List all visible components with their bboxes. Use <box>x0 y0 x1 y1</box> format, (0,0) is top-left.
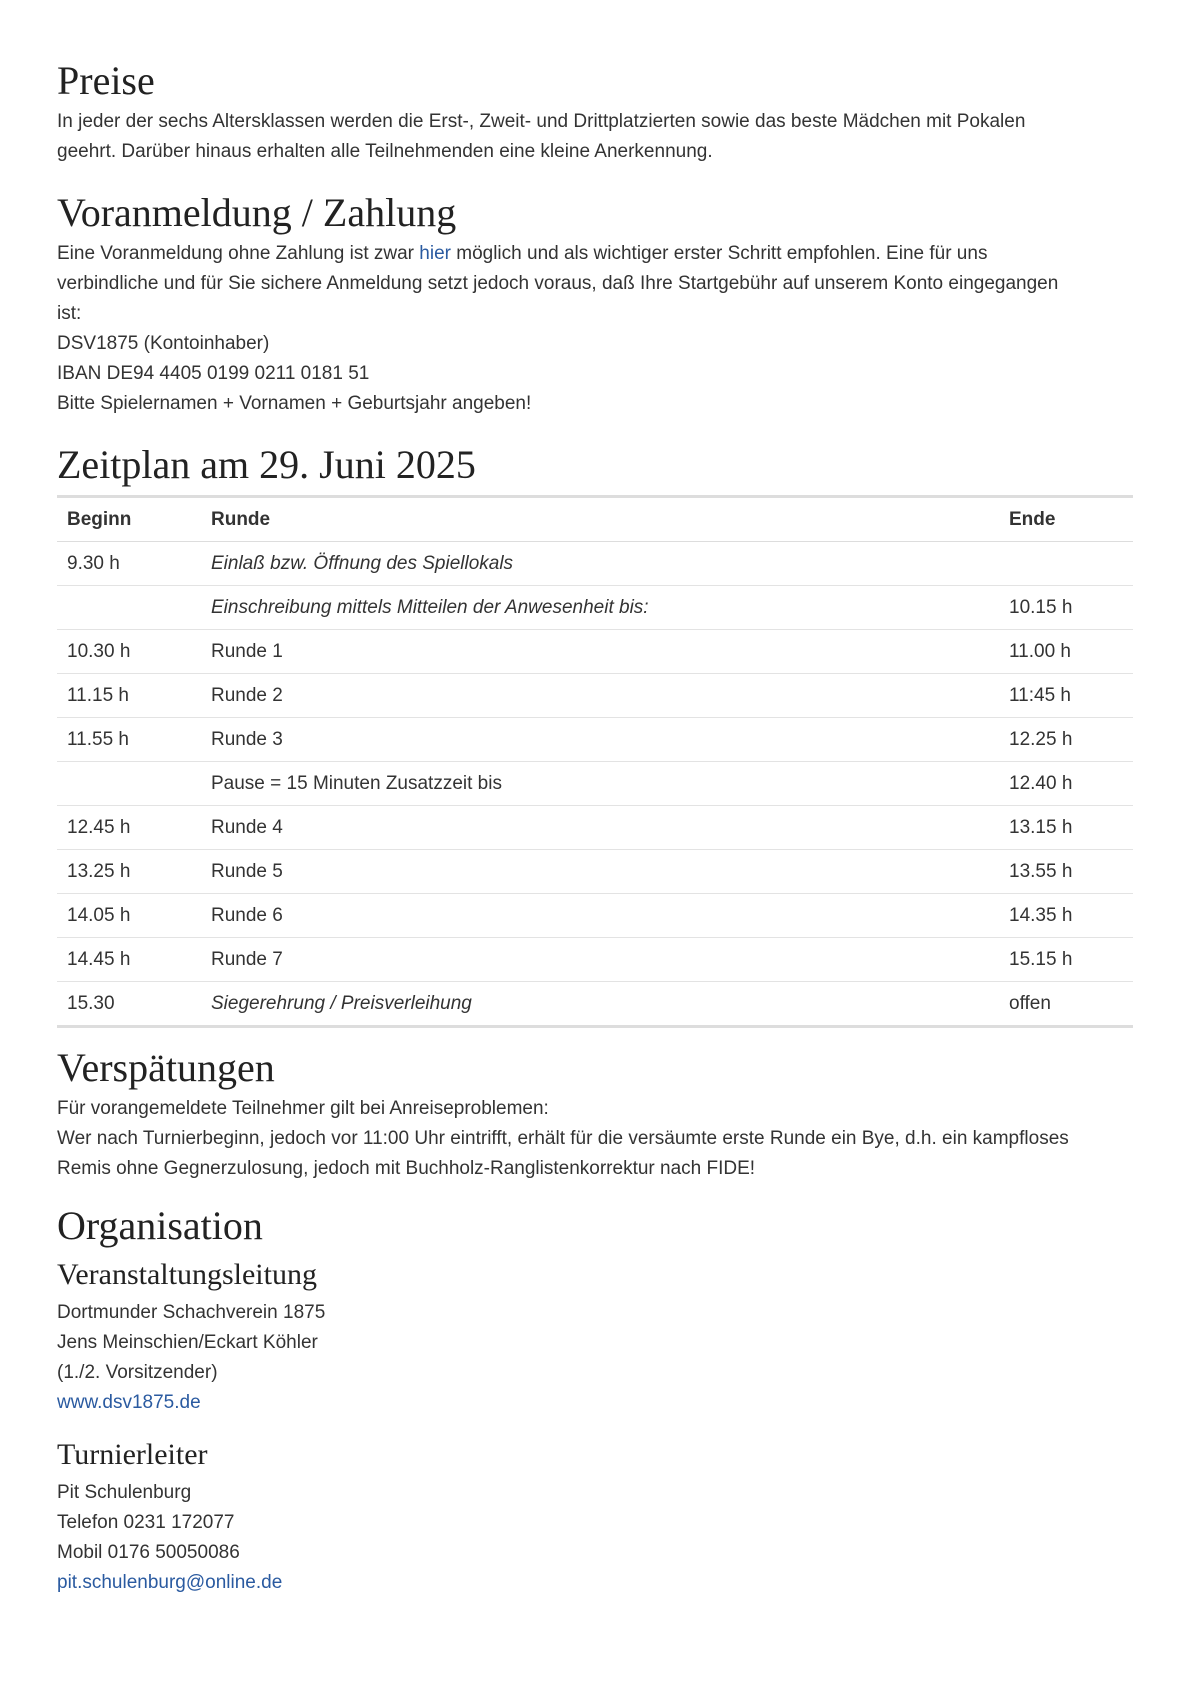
cell-ende: offen <box>999 982 1133 1027</box>
subsection-veranstaltungsleitung <box>57 1256 1133 1418</box>
voranmeldung-hier-link[interactable]: hier <box>419 243 451 264</box>
organizer-role: (1./2. Vorsitzender) <box>57 1362 218 1383</box>
voranmeldung-text <box>57 239 1133 419</box>
voranmeldung-line-1 <box>57 239 1133 269</box>
schedule-row <box>57 630 1133 674</box>
cell-runde: Runde 1 <box>201 630 999 674</box>
cell-runde: Einlaß bzw. Öffnung des Spiellokals <box>211 552 514 574</box>
cell-beginn: 13.25 h <box>57 850 201 894</box>
cell-ende: 14.35 h <box>999 894 1133 938</box>
tournament-director-mobile: Mobil 0176 50050086 <box>57 1542 240 1563</box>
heading-zeitplan: Zeitplan am 29. Juni 2025 <box>57 442 476 487</box>
turnierleiter-text <box>57 1478 1133 1598</box>
section-voranmeldung <box>57 189 1133 419</box>
payment-note: Bitte Spielernamen + Vornamen + Geburtsjahr angeben! <box>57 393 532 414</box>
veranstaltungsleitung-text <box>57 1298 1133 1418</box>
cell-ende: 15.15 h <box>999 938 1133 982</box>
cell-ende <box>999 542 1133 586</box>
section-preise <box>57 57 1133 167</box>
schedule-row <box>57 850 1133 894</box>
cell-runde: Runde 6 <box>201 894 999 938</box>
cell-beginn <box>57 586 201 630</box>
cell-runde: Siegerehrung / Preisverleihung <box>201 982 999 1027</box>
section-zeitplan <box>57 441 1133 1028</box>
voranmeldung-text-before-link: Eine Voranmeldung ohne Zahlung ist zwar <box>57 243 420 264</box>
email-link[interactable]: pit.schulenburg@online.de <box>57 1572 283 1593</box>
cell-beginn: 14.05 h <box>57 894 201 938</box>
cell-runde: Pause = 15 Minuten Zusatzzeit bis <box>201 762 999 806</box>
iban: IBAN DE94 4405 0199 0211 0181 51 <box>57 363 370 384</box>
schedule-body <box>57 542 1133 1027</box>
preise-text <box>57 107 1133 167</box>
preise-line: geehrt. Darüber hinaus erhalten alle Teilnehmenden eine kleine Anerkennung. <box>57 141 713 162</box>
schedule-row <box>57 982 1133 1027</box>
section-verspaetungen <box>57 1044 1133 1184</box>
voranmeldung-text-after-link: möglich und als wichtiger erster Schritt empfohlen. Eine für uns <box>450 243 988 264</box>
schedule-row <box>57 806 1133 850</box>
schedule-header-row <box>57 497 1133 542</box>
schedule-row <box>57 586 1133 630</box>
account-holder: DSV1875 (Kontoinhaber) <box>57 333 270 354</box>
schedule-table <box>57 495 1133 1028</box>
verspaetungen-line: Remis ohne Gegnerzulosung, jedoch mit Buchholz-Ranglistenkorrektur nach FIDE! <box>57 1158 756 1179</box>
cell-runde: Runde 5 <box>201 850 999 894</box>
cell-beginn: 10.30 h <box>57 630 201 674</box>
heading-voranmeldung: Voranmeldung / Zahlung <box>57 190 457 235</box>
cell-beginn: 12.45 h <box>57 806 201 850</box>
tournament-director-phone: Telefon 0231 172077 <box>57 1512 235 1533</box>
preise-line: In jeder der sechs Altersklassen werden die Erst-, Zweit- und Drittplatzierten sowie das beste Mädchen mit Pokalen <box>57 111 1026 132</box>
page <box>57 0 1133 1598</box>
schedule-row <box>57 674 1133 718</box>
heading-verspaetungen: Verspätungen <box>57 1045 275 1090</box>
verspaetungen-text <box>57 1094 1133 1184</box>
section-organisation <box>57 1202 1133 1598</box>
cell-ende: 12.40 h <box>999 762 1133 806</box>
cell-runde: Runde 3 <box>201 718 999 762</box>
cell-beginn <box>57 762 201 806</box>
cell-ende: 11:45 h <box>999 674 1133 718</box>
schedule-row <box>57 938 1133 982</box>
schedule-row <box>57 542 1133 586</box>
cell-beginn: 15.30 <box>57 982 201 1027</box>
cell-ende: 10.15 h <box>999 586 1133 630</box>
heading-veranstaltungsleitung: Veranstaltungsleitung <box>57 1258 317 1291</box>
voranmeldung-line-3: ist: <box>57 303 82 324</box>
cell-beginn: 11.55 h <box>57 718 201 762</box>
voranmeldung-line-2: verbindliche und für Sie sichere Anmeldung setzt jedoch voraus, daß Ihre Startgebühr auf unserem Konto eingegangen <box>57 273 1059 294</box>
cell-ende: 11.00 h <box>999 630 1133 674</box>
column-header-beginn: Beginn <box>57 497 201 542</box>
cell-ende: 13.15 h <box>999 806 1133 850</box>
cell-runde: Einschreibung mittels Mitteilen der Anwesenheit bis: <box>201 586 999 630</box>
column-header-ende: Ende <box>999 497 1133 542</box>
organizer-name: Dortmunder Schachverein 1875 <box>57 1302 326 1323</box>
cell-runde: Runde 7 <box>201 938 999 982</box>
cell-beginn: 9.30 h <box>67 552 120 574</box>
cell-beginn: 11.15 h <box>57 674 201 718</box>
schedule-row <box>57 894 1133 938</box>
tournament-director-name: Pit Schulenburg <box>57 1482 192 1503</box>
subsection-turnierleiter <box>57 1436 1133 1598</box>
schedule-row <box>57 718 1133 762</box>
verspaetungen-line: Wer nach Turnierbeginn, jedoch vor 11:00 Uhr eintrifft, erhält für die versäumte erste Runde ein Bye, d.h. ein kampfloses <box>57 1128 1069 1149</box>
schedule-row <box>57 762 1133 806</box>
cell-ende: 13.55 h <box>999 850 1133 894</box>
heading-organisation: Organisation <box>57 1203 263 1248</box>
cell-ende: 12.25 h <box>999 718 1133 762</box>
heading-turnierleiter: Turnierleiter <box>57 1438 208 1471</box>
website-link[interactable]: www.dsv1875.de <box>57 1392 201 1413</box>
heading-preise: Preise <box>57 58 155 103</box>
cell-runde: Runde 2 <box>201 674 999 718</box>
cell-runde: Runde 4 <box>201 806 999 850</box>
organizer-persons: Jens Meinschien/Eckart Köhler <box>57 1332 318 1353</box>
cell-beginn: 14.45 h <box>57 938 201 982</box>
column-header-runde: Runde <box>201 497 999 542</box>
verspaetungen-line: Für vorangemeldete Teilnehmer gilt bei Anreiseproblemen: <box>57 1098 549 1119</box>
